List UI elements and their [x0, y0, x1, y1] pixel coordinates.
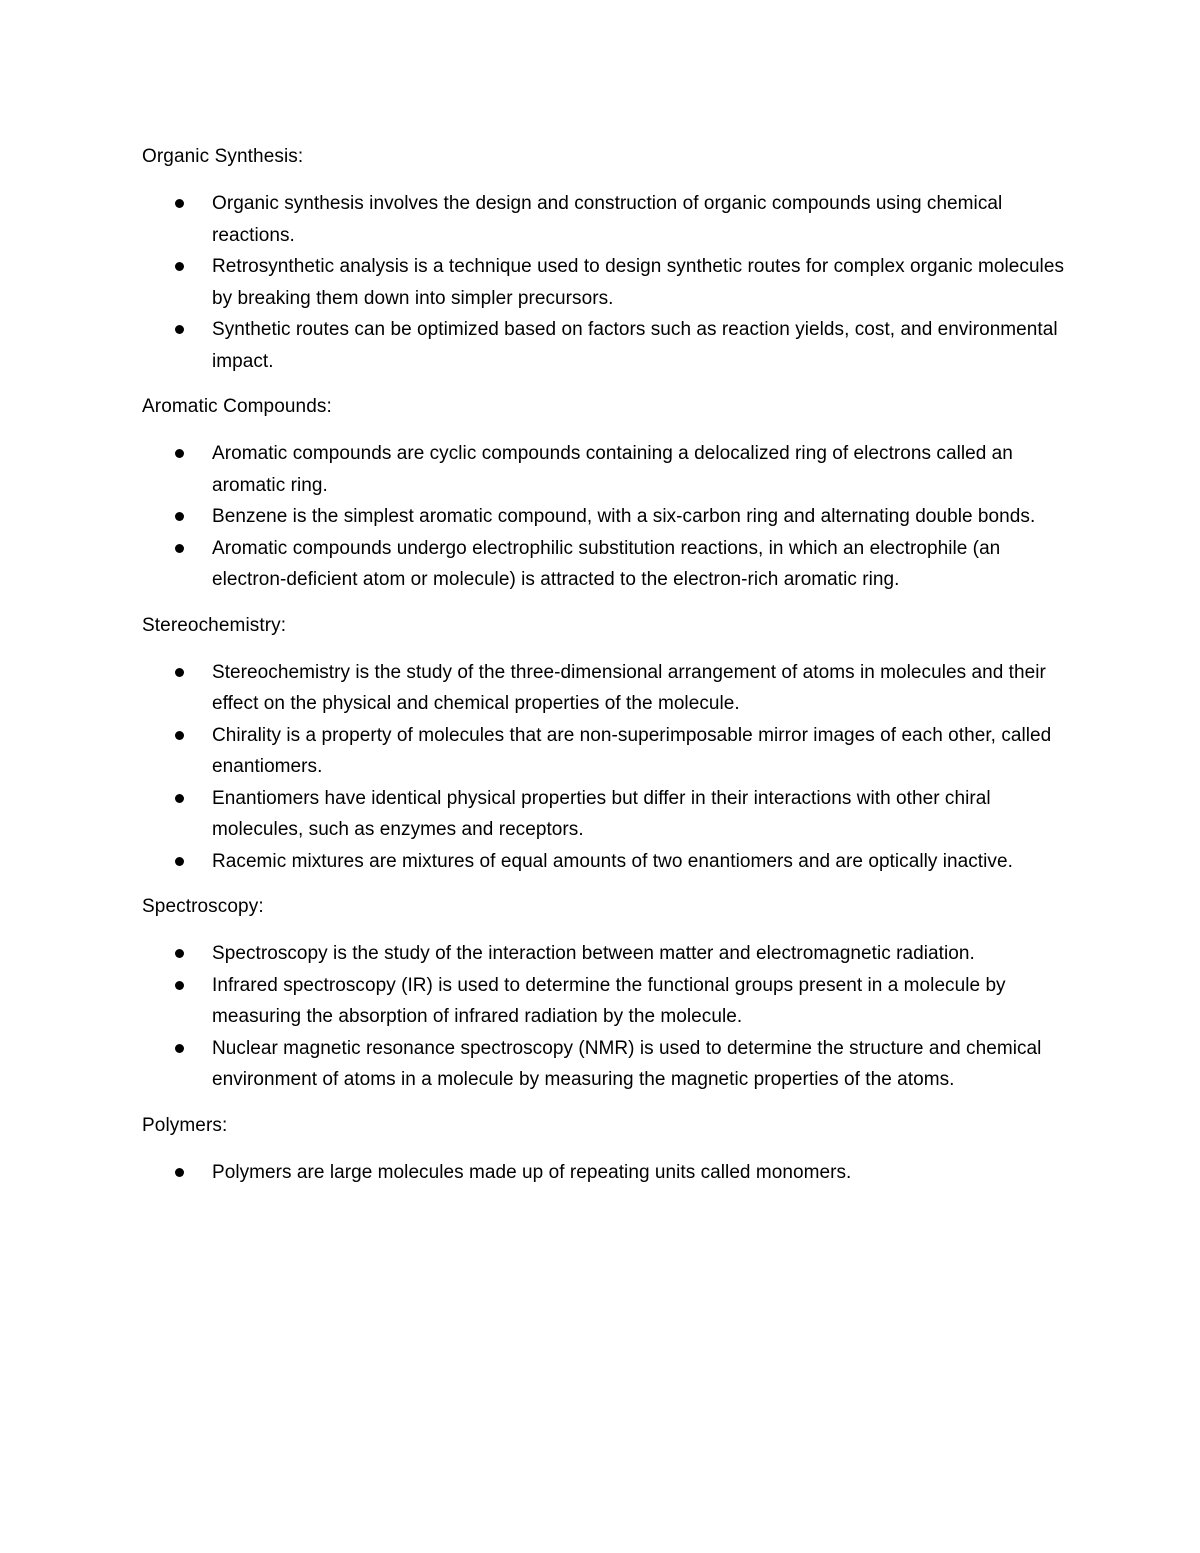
section-heading: Stereochemistry:: [142, 614, 287, 636]
list-item: [142, 846, 1072, 878]
list-item-text: Nuclear magnetic resonance spectroscopy (NMR) is used to determine the structure and chemical environment of atoms in a molecule by measuring the magnetic properties of the atoms.: [212, 1037, 1042, 1090]
bullet-icon: [175, 544, 184, 553]
list-item-text: Synthetic routes can be optimized based on factors such as reaction yields, cost, and environmental impact.: [212, 319, 1058, 372]
section-aromatic-compounds: [142, 391, 1072, 596]
bullet-icon: [175, 794, 184, 803]
list-item: [142, 783, 1072, 846]
list-item-text: Infrared spectroscopy (IR) is used to determine the functional groups present in a molecule by measuring the absorption of infrared radiation by the molecule.: [212, 974, 1006, 1027]
list-item-text: Spectroscopy is the study of the interaction between matter and electromagnetic radiation.: [212, 943, 975, 964]
list-item: [142, 188, 1072, 251]
list-item: [142, 970, 1072, 1033]
section-stereochemistry: [142, 610, 1072, 878]
section-heading: Aromatic Compounds:: [142, 396, 332, 417]
section-polymers: [142, 1110, 1072, 1189]
list-item-text: Racemic mixtures are mixtures of equal amounts of two enantiomers and are optically inactive.: [212, 850, 1013, 872]
bullet-icon: [175, 325, 184, 334]
bullet-icon: [175, 262, 184, 271]
section-organic-synthesis: [142, 141, 1072, 377]
list-item-text: Chirality is a property of molecules that are non-superimposable mirror images of each other, called enantiomers.: [212, 724, 1052, 777]
list-item-text: Enantiomers have identical physical properties but differ in their interactions with other chiral molecules, such as enzymes and receptors.: [212, 787, 991, 840]
bullet-icon: [175, 1044, 184, 1053]
bullet-icon: [175, 949, 184, 958]
list-item: [142, 533, 1072, 596]
bullet-icon: [175, 981, 184, 990]
bullet-icon: [175, 1168, 184, 1177]
list-item: [142, 314, 1072, 377]
bullet-icon: [175, 731, 184, 740]
bullet-list: [142, 1157, 1072, 1189]
list-item: [142, 501, 1072, 533]
list-item-text: Retrosynthetic analysis is a technique used to design synthetic routes for complex organic molecules by breaking them down into simpler precursors.: [212, 256, 1064, 309]
bullet-list: [142, 438, 1072, 596]
list-item: [142, 1033, 1072, 1096]
section-heading: Organic Synthesis:: [142, 146, 304, 167]
bullet-list: [142, 657, 1072, 878]
list-item-text: Stereochemistry is the study of the three-dimensional arrangement of atoms in molecules and their effect on the physical and chemical properties of the molecule.: [212, 661, 1046, 714]
section-heading: Polymers:: [142, 1114, 228, 1136]
list-item-text: Aromatic compounds undergo electrophilic substitution reactions, in which an electrophile (an electron-deficient atom or molecule) is attracted to the electron-rich aromatic ring.: [212, 537, 1001, 590]
list-item: [142, 938, 1072, 970]
list-item: [142, 438, 1072, 501]
bullet-icon: [175, 449, 184, 458]
list-item-text: Organic synthesis involves the design and construction of organic compounds using chemical reactions.: [212, 193, 1003, 246]
list-item: [142, 251, 1072, 314]
section-heading: Spectroscopy:: [142, 896, 264, 917]
bullet-list: [142, 188, 1072, 377]
list-item-text: Aromatic compounds are cyclic compounds containing a delocalized ring of electrons called an aromatic ring.: [212, 443, 1013, 496]
list-item: [142, 1157, 1072, 1189]
bullet-icon: [175, 512, 184, 521]
document-body: [142, 141, 1072, 1202]
list-item: [142, 657, 1072, 720]
bullet-icon: [175, 199, 184, 208]
list-item-text: Polymers are large molecules made up of repeating units called monomers.: [212, 1161, 852, 1183]
list-item-text: Benzene is the simplest aromatic compound, with a six-carbon ring and alternating double bonds.: [212, 506, 1036, 527]
bullet-icon: [175, 857, 184, 866]
section-spectroscopy: [142, 891, 1072, 1096]
list-item: [142, 720, 1072, 783]
bullet-list: [142, 938, 1072, 1096]
bullet-icon: [175, 668, 184, 677]
